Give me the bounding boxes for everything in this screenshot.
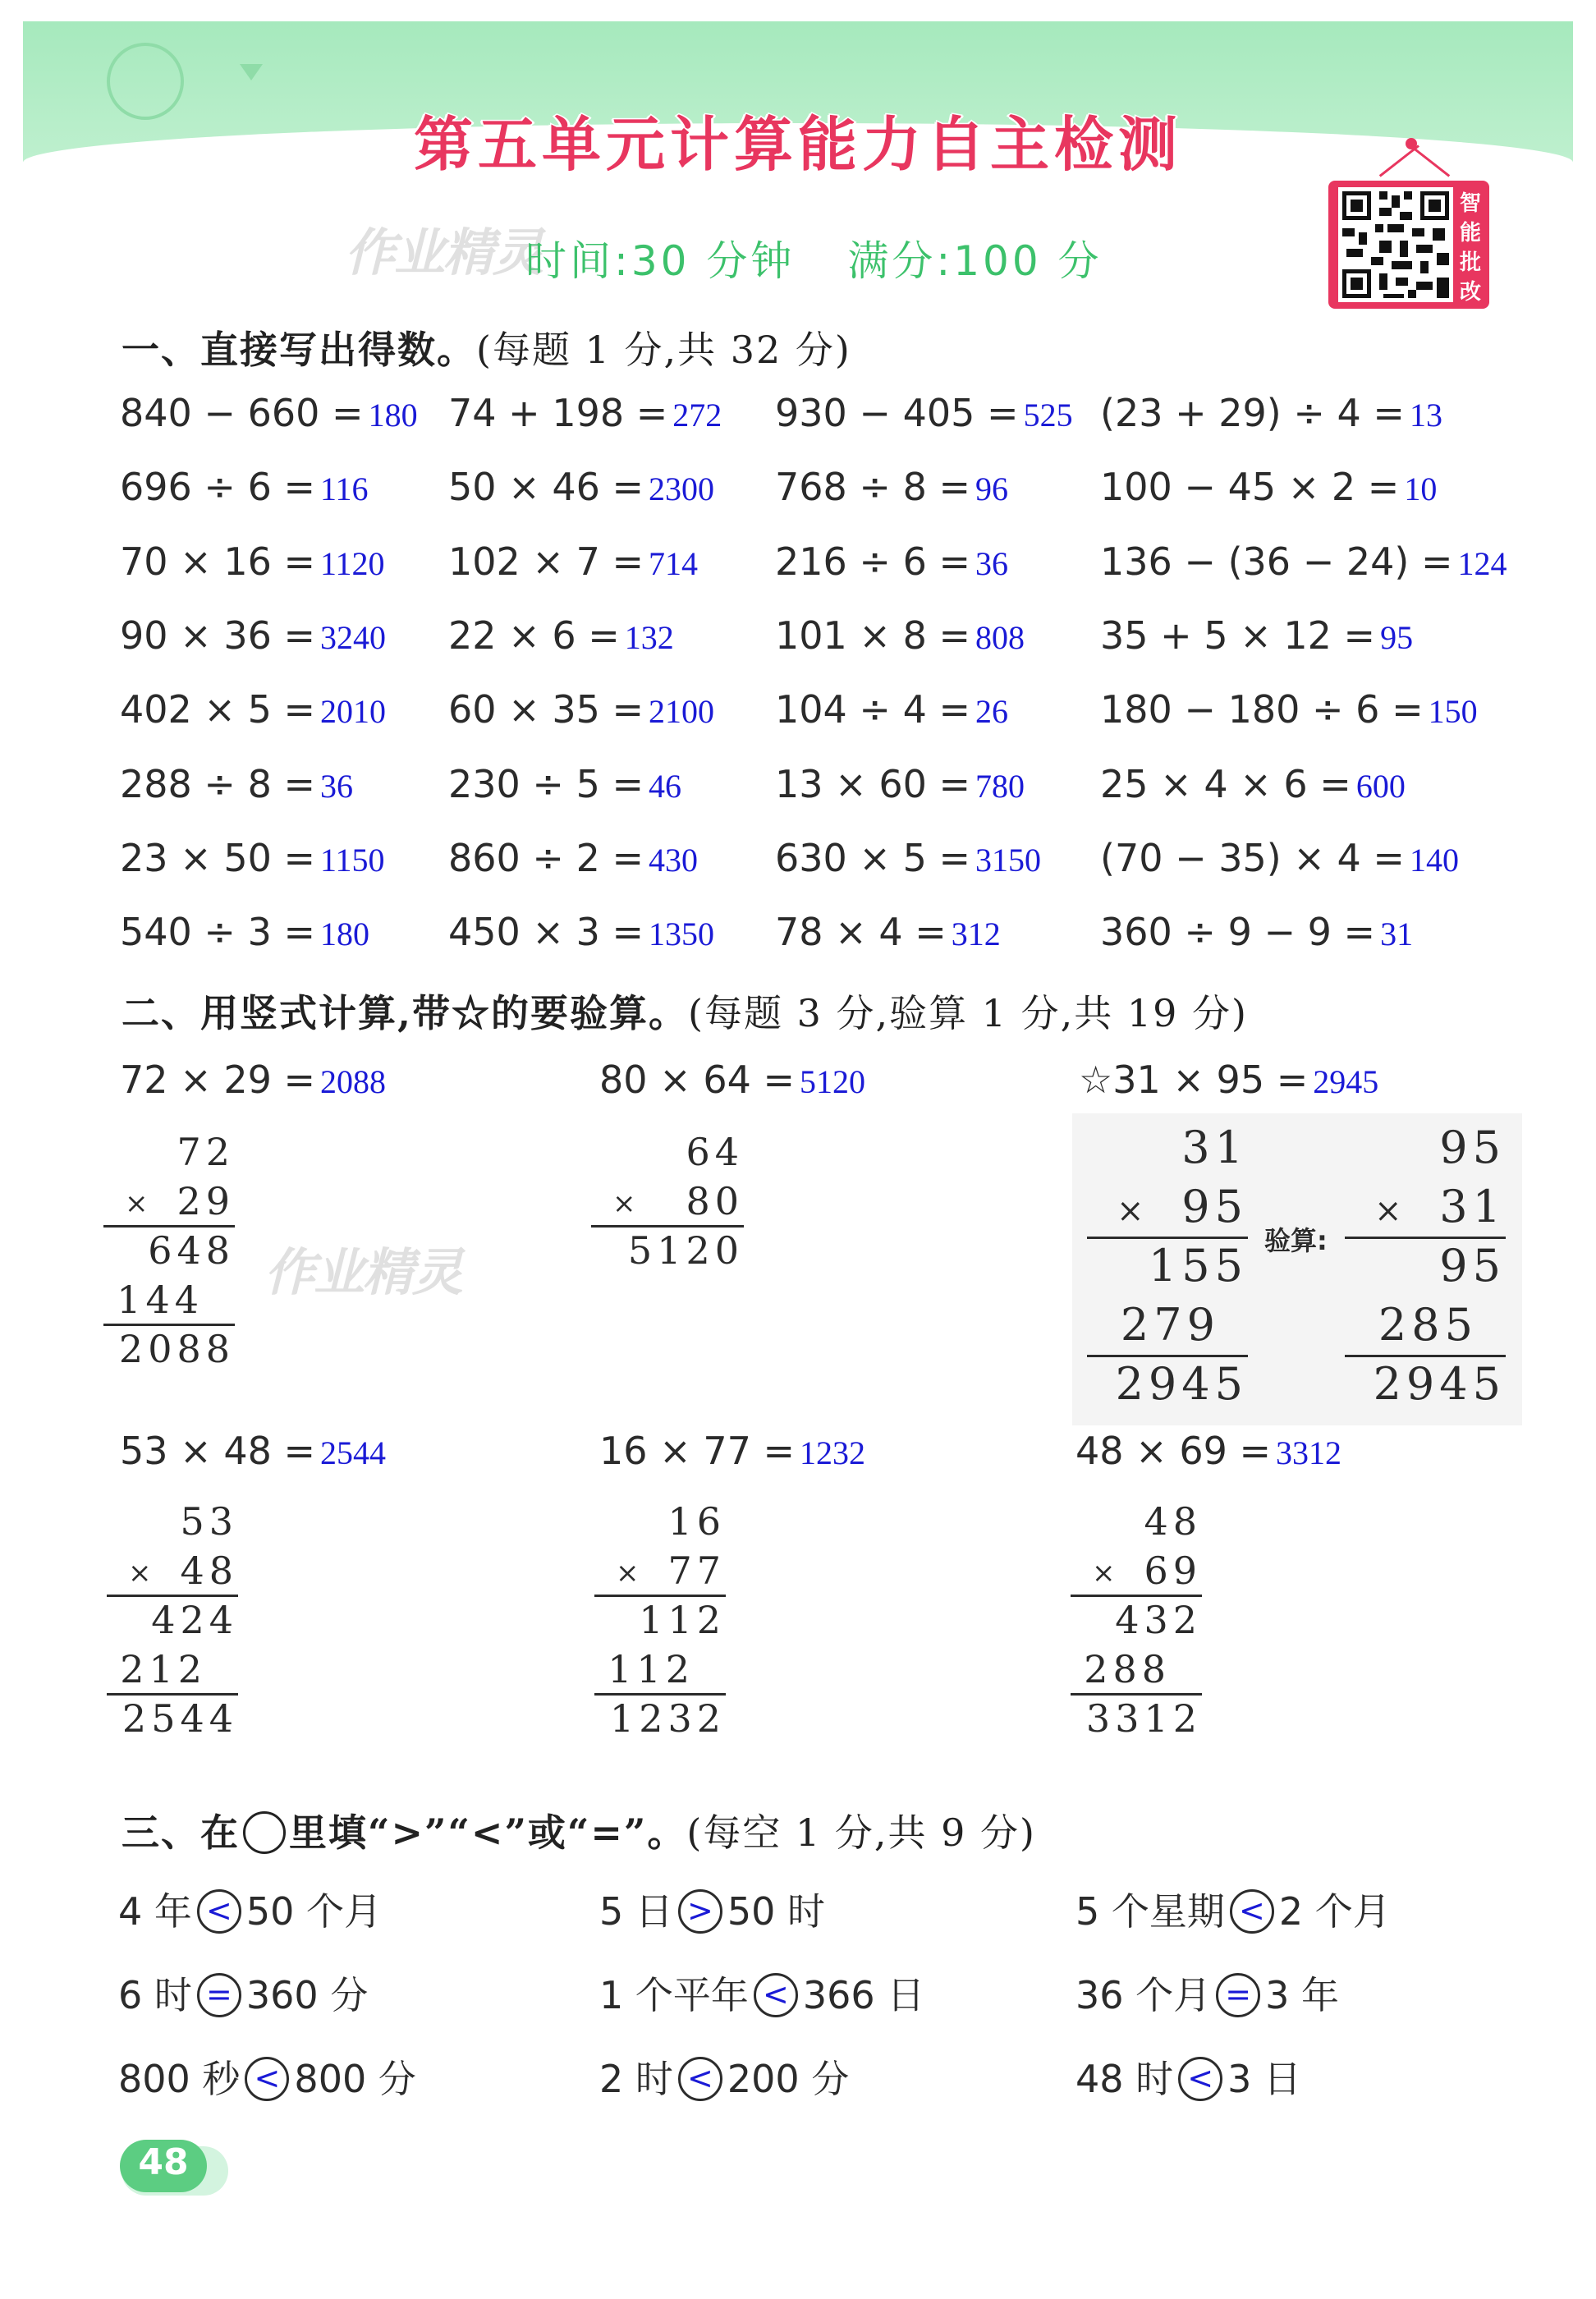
multiplier: 77 — [667, 1549, 726, 1593]
comparison-circle[interactable] — [678, 1889, 722, 1934]
partial-product: 112 — [639, 1598, 726, 1642]
multiplicand: 48 — [1144, 1499, 1202, 1544]
problem-answer: 132 — [624, 619, 674, 656]
problem — [1100, 539, 1507, 584]
problem-answer: 180 — [368, 397, 418, 434]
comparison-left: 36 个月 — [1075, 1973, 1212, 2017]
product: 2945 — [1373, 1358, 1506, 1410]
qr-label: 智能批改 — [1459, 191, 1481, 305]
vertical-problem-heading — [599, 1058, 865, 1102]
problem-expression: 60 × 35 = — [448, 687, 644, 732]
partial-product: 144 — [117, 1278, 204, 1322]
problem-expression: 402 × 5 = — [120, 687, 316, 732]
problem-answer: 714 — [649, 545, 699, 582]
partial-product: 432 — [1115, 1598, 1202, 1642]
comparison — [599, 1882, 825, 1937]
problem-expression: 23 × 50 = — [120, 836, 316, 880]
problem — [120, 613, 386, 658]
product: 2945 — [1115, 1358, 1248, 1410]
multiply-sign: × — [128, 1557, 157, 1590]
comparison-circle[interactable] — [197, 1889, 241, 1934]
problem-expression: 230 ÷ 5 = — [448, 762, 644, 806]
multiplier: 80 — [686, 1179, 744, 1223]
problem-answer: 780 — [975, 768, 1025, 805]
problem-answer: 13 — [1409, 397, 1442, 434]
underline — [1087, 1237, 1248, 1239]
comparison-sign: = — [205, 1975, 232, 2012]
multiplicand: 95 — [1439, 1122, 1506, 1173]
vertical-problem-heading — [120, 1429, 386, 1473]
problem-answer: 808 — [975, 619, 1025, 656]
comparison — [1075, 2049, 1301, 2104]
problem-answer: 312 — [951, 915, 1001, 952]
problem-expression: 25 × 4 × 6 = — [1100, 762, 1351, 806]
problem-expression: 840 − 660 = — [120, 391, 364, 435]
problem — [120, 391, 418, 435]
problem-answer: 5120 — [800, 1063, 866, 1100]
full-score: 满分:100 分 — [847, 237, 1103, 285]
problem-answer: 1120 — [320, 545, 385, 582]
multiplicand: 53 — [180, 1499, 238, 1544]
comparison-left: 4 年 — [118, 1889, 192, 1934]
comparison-circle[interactable] — [678, 2057, 722, 2101]
problem-expression: (23 + 29) ÷ 4 = — [1100, 391, 1405, 435]
comparison-right: 800 分 — [294, 2057, 416, 2101]
comparison-circle[interactable] — [1230, 1889, 1274, 1934]
underline — [591, 1225, 744, 1228]
problem-expression: 288 ÷ 8 = — [120, 762, 316, 806]
vertical-calculation — [103, 1130, 235, 1376]
problem-expression: 930 − 405 = — [775, 391, 1019, 435]
comparison — [1075, 1882, 1391, 1937]
underline — [594, 1595, 726, 1597]
problem-expression: 101 × 8 = — [775, 613, 971, 658]
comparison-right: 360 分 — [245, 1973, 369, 2017]
vertical-calculation — [591, 1130, 744, 1376]
comparison-sign: < — [686, 2059, 713, 2096]
problem-expression: 100 − 45 × 2 = — [1100, 465, 1400, 509]
comparison-right: 50 时 — [727, 1889, 826, 1934]
circle-icon — [243, 1811, 286, 1854]
comparison — [118, 2049, 416, 2104]
comparison-circle[interactable] — [197, 1973, 241, 2017]
problem — [775, 465, 1008, 509]
comparison — [118, 1882, 382, 1937]
comparison-sign: < — [762, 1975, 789, 2012]
problem — [1100, 465, 1437, 509]
comparison-left: 5 日 — [599, 1889, 673, 1934]
comparison — [599, 1966, 924, 2021]
problem-answer: 3312 — [1276, 1434, 1342, 1471]
problem — [120, 836, 385, 880]
partial-product: 155 — [1148, 1240, 1248, 1292]
comparison-right: 2 个月 — [1278, 1889, 1391, 1934]
product: 3312 — [1085, 1696, 1202, 1741]
multiplier: 29 — [177, 1179, 235, 1223]
problem — [775, 762, 1025, 806]
section1-note: (每题 1 分,共 32 分) — [476, 328, 851, 372]
problem — [775, 613, 1025, 658]
watermark: 作业精灵 — [264, 1242, 462, 1302]
problem — [775, 836, 1041, 880]
problem-expression: 360 ÷ 9 − 9 = — [1100, 910, 1376, 954]
comparison-sign: > — [686, 1892, 713, 1929]
problem-answer: 46 — [649, 768, 682, 805]
section3-title-post: 里填“>”“<”或“=”。 — [289, 1810, 687, 1855]
underline — [1071, 1595, 1202, 1597]
problem-expression: 78 × 4 = — [775, 910, 947, 954]
partial-product: 95 — [1439, 1240, 1506, 1292]
section1-heading — [122, 320, 851, 374]
problem-answer: 525 — [1023, 397, 1073, 434]
problem — [120, 910, 369, 954]
problem-expression: 630 × 5 = — [775, 836, 971, 880]
problem-answer: 2300 — [649, 470, 715, 507]
problem-answer: 600 — [1355, 768, 1406, 805]
multiplier: 95 — [1181, 1181, 1248, 1232]
section1-title: 一、直接写出得数。 — [122, 328, 476, 372]
problem — [1100, 613, 1413, 658]
problem-expression: 768 ÷ 8 = — [775, 465, 971, 509]
problem-expression: 450 × 3 = — [448, 910, 644, 954]
problem-expression: 74 + 198 = — [448, 391, 668, 435]
underline — [103, 1225, 235, 1228]
comparison-sign: < — [205, 1892, 232, 1929]
problem — [120, 687, 386, 732]
problem-expression: 16 × 77 = — [599, 1429, 796, 1473]
vertical-calculation — [107, 1499, 238, 1746]
multiplier: 31 — [1439, 1181, 1506, 1232]
qr-code-icon[interactable] — [1338, 187, 1453, 302]
comparison-sign: = — [1225, 1975, 1252, 2012]
comparison-right: 366 日 — [802, 1973, 925, 2017]
problem-expression: 35 + 5 × 12 = — [1100, 613, 1376, 658]
vertical-calculation — [594, 1499, 726, 1746]
problem-expression: 102 × 7 = — [448, 539, 644, 584]
problem — [120, 465, 369, 509]
problem-answer: 3240 — [320, 619, 387, 656]
problem-answer: 2088 — [320, 1063, 387, 1100]
problem-expression: 216 ÷ 6 = — [775, 539, 971, 584]
problem-answer: 1232 — [800, 1434, 866, 1471]
problem-answer: 180 — [320, 915, 370, 952]
multiply-sign: × — [1374, 1192, 1407, 1230]
underline — [594, 1693, 726, 1696]
multiplier: 69 — [1144, 1549, 1202, 1593]
problem-answer: 272 — [672, 397, 722, 434]
time-info — [525, 228, 1155, 287]
comparison — [599, 2049, 849, 2104]
comparison-sign: < — [1187, 2059, 1214, 2096]
multiplicand: 31 — [1181, 1122, 1248, 1173]
problem-answer: 116 — [320, 470, 369, 507]
problem-answer: 140 — [1409, 842, 1459, 879]
multiply-sign: × — [1092, 1557, 1121, 1590]
problem — [120, 762, 353, 806]
page-number: 48 — [138, 2141, 189, 2183]
problem — [775, 539, 1008, 584]
partial-product: 279 — [1120, 1299, 1220, 1351]
check-label: 验算: — [1264, 1225, 1328, 1256]
underline — [107, 1693, 238, 1696]
comparison-circle[interactable] — [245, 2057, 289, 2101]
problem-expression: 696 ÷ 6 = — [120, 465, 316, 509]
section3-heading — [122, 1803, 1036, 1857]
section2-heading — [122, 984, 1248, 1038]
problem-expression: 22 × 6 = — [448, 613, 620, 658]
problem-answer: 3150 — [975, 842, 1042, 879]
underline — [103, 1324, 235, 1326]
problem-expression: 53 × 48 = — [120, 1429, 316, 1473]
page-title: 第五单元计算能力自主检测 — [413, 110, 1182, 179]
underline — [107, 1595, 238, 1597]
problem-expression: 72 × 29 = — [120, 1058, 316, 1102]
problem — [1100, 687, 1478, 732]
comparison-left: 6 时 — [118, 1973, 192, 2017]
problem — [775, 391, 1073, 435]
time-limit: 时间:30 分钟 — [525, 237, 796, 285]
partial-product: 648 — [148, 1228, 235, 1273]
problem-answer: 31 — [1380, 915, 1414, 952]
problem — [1100, 762, 1406, 806]
problem-answer: 2100 — [649, 693, 715, 730]
comparison — [118, 1966, 368, 2021]
partial-product: 112 — [608, 1647, 695, 1691]
problem-answer: 95 — [1380, 619, 1414, 656]
problem-expression: 540 ÷ 3 = — [120, 910, 316, 954]
decorative-triangle — [240, 64, 263, 80]
comparison — [1075, 1966, 1339, 2021]
problem — [448, 613, 674, 658]
problem — [120, 539, 385, 584]
comparison-circle[interactable] — [754, 1973, 798, 2017]
product: 5120 — [627, 1228, 744, 1273]
watermark: 作业精灵 — [345, 223, 543, 282]
problem — [1100, 391, 1442, 435]
multiply-sign: × — [125, 1187, 154, 1220]
comparison-right: 200 分 — [727, 2057, 850, 2101]
problem — [448, 836, 698, 880]
problem-expression: 48 × 69 = — [1075, 1429, 1272, 1473]
problem-answer: 2945 — [1313, 1063, 1379, 1100]
partial-product: 212 — [120, 1647, 207, 1691]
section3-title-pre: 三、在 — [122, 1810, 240, 1855]
underline — [1345, 1355, 1506, 1357]
problem-answer: 26 — [975, 693, 1009, 730]
section3-note: (每空 1 分,共 9 分) — [686, 1810, 1036, 1855]
problem — [1100, 836, 1459, 880]
problem-expression: 80 × 64 = — [599, 1058, 796, 1102]
problem-answer: 1350 — [649, 915, 715, 952]
section2-note: (每题 3 分,验算 1 分,共 19 分) — [688, 991, 1248, 1035]
problem-answer: 2010 — [320, 693, 387, 730]
problem — [1100, 910, 1413, 954]
problem — [448, 762, 681, 806]
problem — [448, 391, 722, 435]
problem-answer: 2544 — [320, 1434, 387, 1471]
problem-answer: 36 — [320, 768, 354, 805]
problem-expression: ☆31 × 95 = — [1079, 1058, 1309, 1102]
problem-expression: 136 − (36 − 24) = — [1100, 539, 1453, 584]
problem — [448, 910, 714, 954]
multiplicand: 64 — [686, 1130, 744, 1174]
vertical-problem-heading — [599, 1429, 865, 1473]
comparison-right: 3 年 — [1265, 1973, 1340, 2017]
vertical-calculation — [1071, 1499, 1202, 1746]
problem-answer: 36 — [975, 545, 1009, 582]
problem — [775, 687, 1008, 732]
problem — [775, 910, 1001, 954]
comparison-left: 2 时 — [599, 2057, 673, 2101]
multiply-sign: × — [612, 1187, 641, 1220]
comparison-sign: < — [1238, 1892, 1265, 1929]
problem-expression: 104 ÷ 4 = — [775, 687, 971, 732]
problem-expression: 13 × 60 = — [775, 762, 971, 806]
partial-product: 285 — [1378, 1299, 1478, 1351]
comparison-left: 1 个平年 — [599, 1973, 749, 2017]
problem-answer: 150 — [1428, 693, 1478, 730]
problem — [448, 687, 714, 732]
problem-expression: 50 × 46 = — [448, 465, 644, 509]
underline — [1087, 1355, 1248, 1357]
qr-hook — [1406, 138, 1417, 149]
problem-expression: 180 − 180 ÷ 6 = — [1100, 687, 1424, 732]
multiply-sign: × — [1117, 1192, 1149, 1230]
vertical-problem-heading — [120, 1058, 386, 1102]
comparison-left: 48 时 — [1075, 2057, 1174, 2101]
underline — [1071, 1693, 1202, 1696]
comparison-right: 3 日 — [1227, 2057, 1302, 2101]
problem-expression: 70 × 16 = — [120, 539, 316, 584]
partial-product: 424 — [151, 1598, 238, 1642]
problem-expression: (70 − 35) × 4 = — [1100, 836, 1405, 880]
underline — [1345, 1237, 1506, 1239]
vertical-problem-heading — [1079, 1058, 1378, 1102]
vertical-calculation — [1345, 1122, 1506, 1417]
comparison-left: 800 秒 — [118, 2057, 241, 2101]
multiplicand: 16 — [667, 1499, 726, 1544]
multiply-sign: × — [616, 1557, 644, 1590]
vertical-problem-heading — [1075, 1429, 1341, 1473]
problem-answer: 10 — [1404, 470, 1438, 507]
problem-expression: 860 ÷ 2 = — [448, 836, 644, 880]
partial-product: 288 — [1084, 1647, 1171, 1691]
comparison-circle[interactable] — [1178, 2057, 1222, 2101]
comparison-sign: < — [254, 2059, 281, 2096]
problem — [448, 539, 698, 584]
comparison-circle[interactable] — [1216, 1973, 1260, 2017]
multiplicand: 72 — [177, 1130, 235, 1174]
product: 2544 — [122, 1696, 238, 1741]
product: 2088 — [118, 1327, 235, 1371]
problem-answer: 124 — [1457, 545, 1507, 582]
section2-title: 二、用竖式计算,带☆的要验算。 — [122, 991, 689, 1035]
comparison-right: 50 个月 — [245, 1889, 383, 1934]
comparison-left: 5 个星期 — [1075, 1889, 1225, 1934]
problem-expression: 90 × 36 = — [120, 613, 316, 658]
problem-answer: 96 — [975, 470, 1009, 507]
multiplier: 48 — [180, 1549, 238, 1593]
problem — [448, 465, 714, 509]
vertical-calculation — [1087, 1122, 1248, 1417]
problem-answer: 430 — [649, 842, 699, 879]
problem-answer: 1150 — [320, 842, 385, 879]
product: 1232 — [609, 1696, 726, 1741]
